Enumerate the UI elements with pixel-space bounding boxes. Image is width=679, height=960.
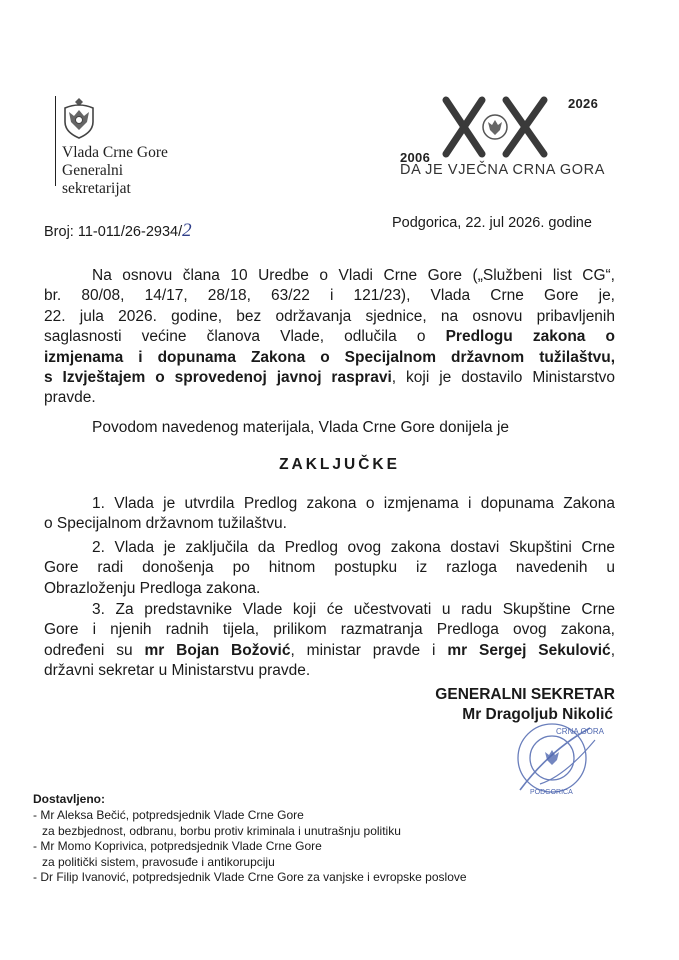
anniversary-logo <box>398 96 623 186</box>
recipient-1-portfolio: za bezbjednost, odbranu, borbu protiv kriminala i unutrašnju politiku <box>42 823 401 838</box>
intro-line-1: Na osnovu člana 10 Uredbe o Vladi Crne Gore („Službeni list CG“, <box>92 267 615 284</box>
conclusion-3-line-1: 3. Za predstavnike Vlade koji će učestvovati u radu Skupštine Crne <box>92 601 615 618</box>
official-stamp <box>500 720 610 800</box>
intro-bold-law: Predlogu zakona o <box>445 328 615 346</box>
conclusion-3-line-2: Gore i njenih radnih tijela, prilikom razmatranja Predloga ovog zakona, <box>44 621 615 639</box>
handwritten-number: 2 <box>182 220 192 241</box>
conclusion-2-line-3: Obrazloženju Predloga zakona. <box>44 579 261 597</box>
intro-line-3: 22. jula 2026. godine, bez održavanja sjednice, na osnovu pribavljenih <box>44 307 615 325</box>
org-line-3: sekretarijat <box>62 180 131 197</box>
intro-line-6 <box>44 368 615 388</box>
conclusions-heading: ZAKLJUČKE <box>279 456 400 473</box>
intro-line-5: izmjenama i dopunama Zakona o Specijalnom državnom tužilaštvu, <box>44 348 615 366</box>
recipient-2: - Mr Momo Koprivica, potpredsjednik Vlade Crne Gore <box>33 839 322 854</box>
coat-of-arms-icon <box>59 96 99 140</box>
distribution-title: Dostavljeno: <box>33 792 106 806</box>
conclusion-2-line-1: 2. Vlada je zaključila da Predlog ovog zakona dostavi Skupštini Crne <box>92 539 615 556</box>
org-line-1: Vlada Crne Gore <box>62 144 168 161</box>
document-number-label: Broj: 11-011/26-2934/ <box>44 224 183 240</box>
place-date: Podgorica, 22. jul 2026. godine <box>392 215 592 231</box>
conclusion-1-line-2: o Specijalnom državnom tužilaštvu. <box>44 515 287 533</box>
intro-line-2: br. 80/08, 14/17, 28/18, 63/22 i 121/23), Vlada Crne Gore je, <box>44 287 615 305</box>
conclusion-2-line-2: Gore radi donošenja po hitnom postupku iz razloga navedenih u <box>44 559 615 577</box>
organization-name <box>62 144 168 198</box>
conclusion-2 <box>44 538 615 599</box>
intro-bold-report: s Izvještajem o sprovedenoj javnoj raspravi <box>44 369 392 387</box>
intro-line-7: pravde. <box>44 389 96 407</box>
intro-line-6-text: , koji je dostavilo Ministarstvo <box>391 369 615 387</box>
conclusion-3-line-3 <box>44 641 615 661</box>
minister-name: mr Bojan Božović <box>144 641 291 659</box>
conclusion-1-line-1: 1. Vlada je utvrdila Predlog zakona o izmjenama i dopunama Zakona <box>92 495 615 512</box>
conclusion-3-line-4: državni sekretar u Ministarstvu pravde. <box>44 662 311 680</box>
conclusion-3-text-e: , <box>610 641 615 659</box>
anniversary-motto: DA JE VJEČNA CRNA GORA <box>400 162 605 178</box>
conclusion-3 <box>44 600 615 682</box>
xx-logo-icon <box>440 96 560 158</box>
org-line-2: Generalni <box>62 162 124 179</box>
anniversary-year-2006: 2006 <box>400 150 431 165</box>
signatory-title: GENERALNI SEKRETAR <box>435 686 615 703</box>
stamp-country-text: CRNA GORA <box>556 727 605 736</box>
intro-paragraph <box>44 266 615 409</box>
anniversary-year-2026: 2026 <box>568 96 599 111</box>
document-number <box>44 220 192 242</box>
recipient-1: - Mr Aleksa Bečić, potpredsjednik Vlade Crne Gore <box>33 808 304 822</box>
distribution-list <box>33 808 467 886</box>
recipient-2-portfolio: za politički sistem, pravosuđe i antikorupciju <box>42 854 275 869</box>
intro-line-4 <box>44 327 615 347</box>
conclusion-1 <box>44 494 615 535</box>
header-divider <box>55 96 56 186</box>
stamp-city-text: PODGORICA <box>530 789 573 796</box>
conclusion-3-text-a: određeni su <box>44 641 145 659</box>
second-paragraph <box>44 418 615 438</box>
secretary-name: mr Sergej Sekulović <box>447 641 611 659</box>
conclusion-3-text-c: , ministar pravde i <box>290 641 448 659</box>
recipient-3: - Dr Filip Ivanović, potpredsjednik Vlade Crne Gore za vanjske i evropske poslove <box>33 870 467 885</box>
second-paragraph-text: Povodom navedenog materijala, Vlada Crne Gore donijela je <box>92 419 510 436</box>
intro-line-4-text: saglasnosti većine članova Vlade, odlučila o <box>44 328 446 346</box>
signatory-name: Mr Dragoljub Nikolić <box>462 706 613 723</box>
